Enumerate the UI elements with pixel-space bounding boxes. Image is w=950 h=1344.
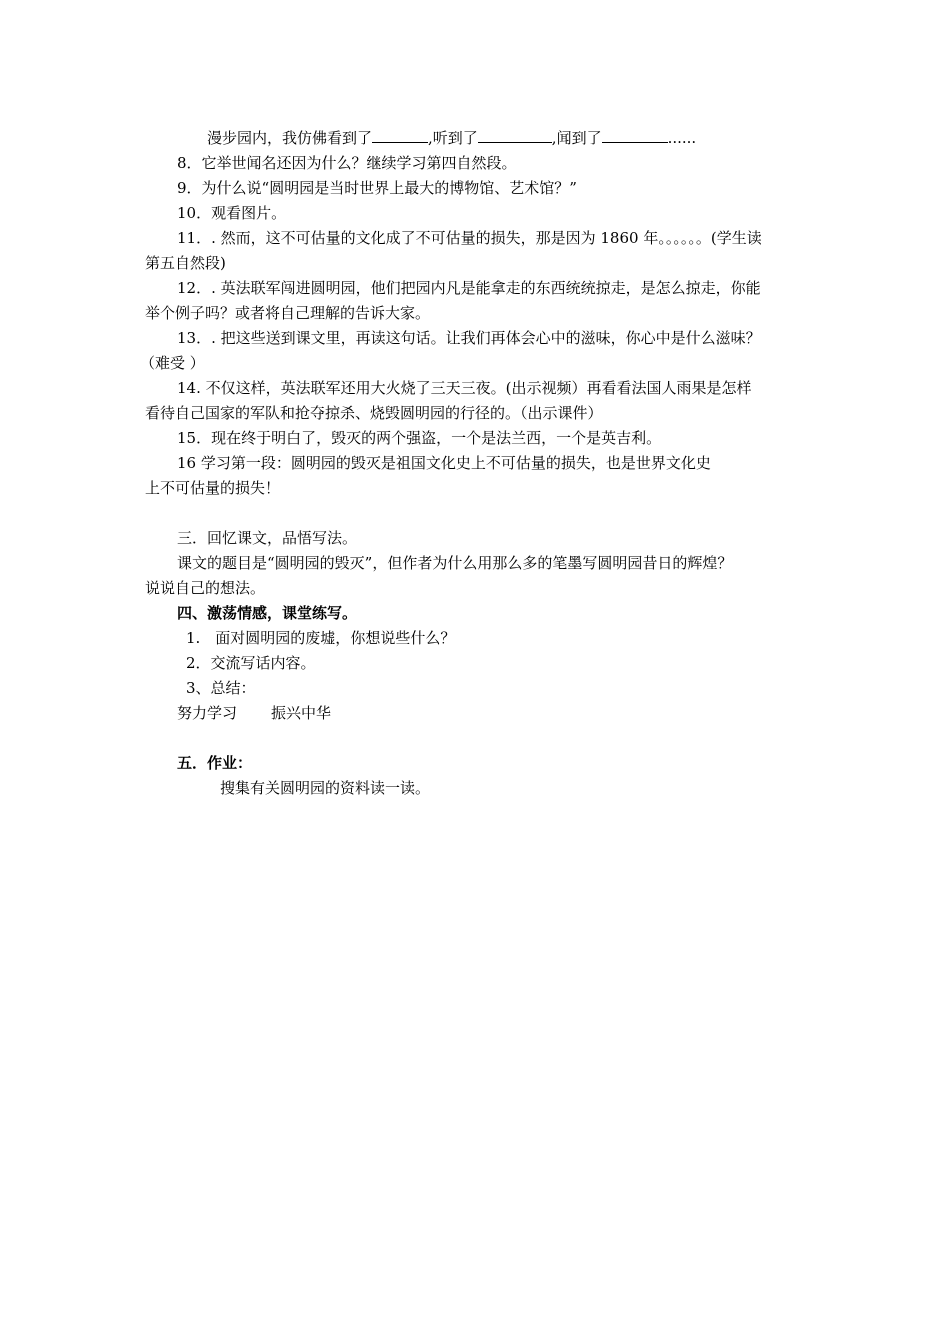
question-16-line2: 上不可估量的损失！ bbox=[145, 479, 281, 497]
question-13-line2: （难受 ） bbox=[140, 354, 205, 372]
section-4-summary bbox=[177, 703, 331, 723]
question-12-line2: 举个例子吗？或者将自己理解的告诉大家。 bbox=[145, 304, 431, 322]
section-3-para-line2: 说说自己的想法。 bbox=[145, 579, 266, 597]
question-11-line2: 第五自然段) bbox=[145, 254, 226, 272]
question-16-line1: 16 学习第一段：圆明园的毁灭是祖国文化史上不可估量的损失，也是世界文化史 bbox=[177, 454, 711, 472]
question-15: 15．现在终于明白了，毁灭的两个强盗，一个是法兰西，一个是英吉利。 bbox=[177, 429, 662, 447]
summary-right: 振兴中华 bbox=[271, 704, 332, 722]
section-5-content: 搜集有关圆明园的资料读一读。 bbox=[220, 779, 431, 797]
section-4-item-2: 2．交流写话内容。 bbox=[186, 654, 316, 672]
intro-prefix: 漫步园内，我仿佛看到了 bbox=[207, 129, 373, 147]
intro-line bbox=[207, 128, 696, 148]
question-11-line1: 11．. 然而，这不可估量的文化成了不可估量的损失，那是因为 1860 年。。。。。。(学生读 bbox=[177, 229, 762, 247]
question-9: 9．为什么说“圆明园是当时世界上最大的博物馆、艺术馆？” bbox=[177, 179, 577, 197]
question-12-line1: 12．. 英法联军闯进圆明园，他们把园内凡是能拿走的东西统统掠走，是怎么掠走，你能 bbox=[177, 279, 761, 297]
section-4-heading: 四、激荡情感，课堂练写。 bbox=[177, 604, 358, 622]
section-4-item-1: 1. 面对圆明园的废墟，你想说些什么？ bbox=[186, 629, 456, 647]
question-10: 10．观看图片。 bbox=[177, 204, 287, 222]
question-14-line1: 14. 不仅这样，英法联军还用大火烧了三天三夜。(出示视频）再看看法国人雨果是怎样 bbox=[177, 379, 752, 397]
intro-mid2: ,闻到了 bbox=[551, 129, 602, 147]
intro-mid1: ,听到了 bbox=[428, 129, 478, 147]
blank-see bbox=[372, 128, 428, 143]
section-4-item-3: 3、总结： bbox=[186, 679, 256, 697]
section-3-para-line1: 课文的题目是“圆明园的毁灭”，但作者为什么用那么多的笔墨写圆明园昔日的辉煌？ bbox=[177, 554, 733, 572]
blank-hear bbox=[478, 128, 552, 143]
section-3-heading: 三．回忆课文，品悟写法。 bbox=[177, 529, 358, 547]
question-14-line2: 看待自己国家的军队和抢夺掠杀、烧毁圆明园的行径的。（出示课件） bbox=[145, 404, 603, 422]
question-8: 8．它举世闻名还因为什么？继续学习第四自然段。 bbox=[177, 154, 517, 172]
section-5-heading: 五．作业： bbox=[177, 754, 253, 772]
summary-left: 努力学习 bbox=[177, 704, 238, 722]
question-13-line1: 13．. 把这些送到课文里，再读这句话。让我们再体会心中的滋味，你心中是什么滋味？ bbox=[177, 329, 761, 347]
intro-suffix: ...... bbox=[667, 129, 697, 147]
blank-smell bbox=[602, 128, 668, 143]
